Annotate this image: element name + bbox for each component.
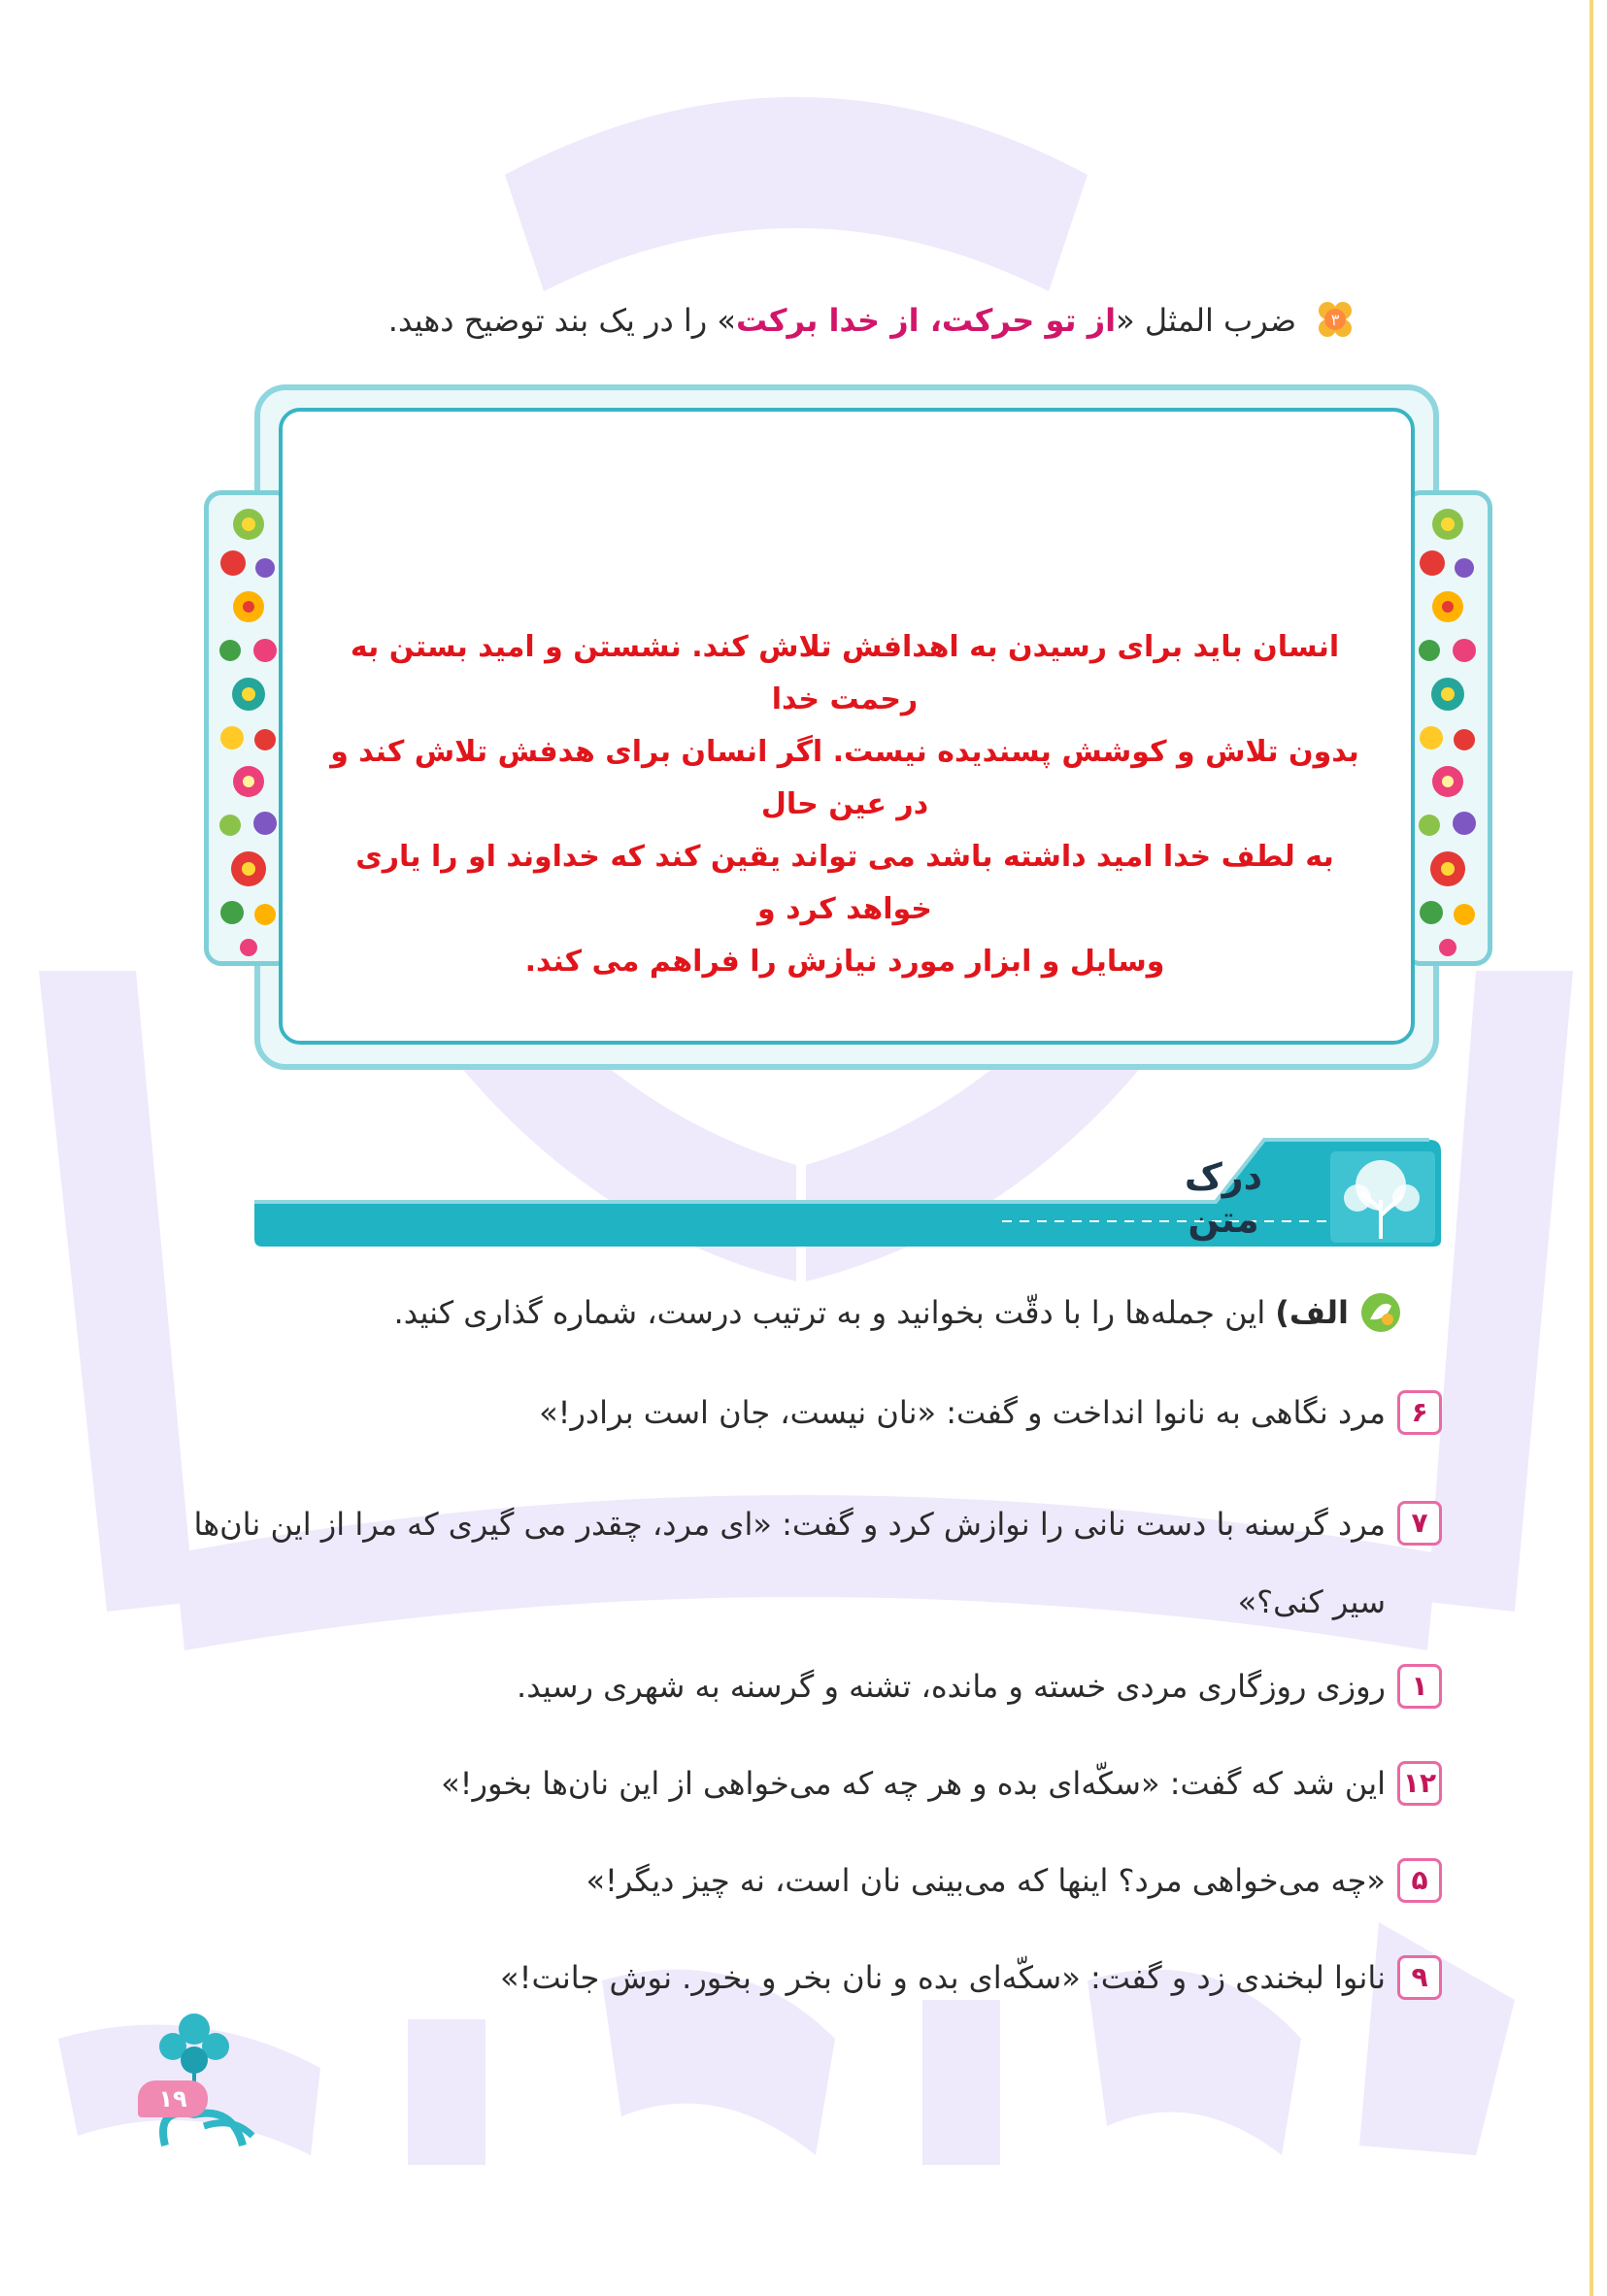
list-item — [180, 1662, 1442, 1711]
question-text — [388, 302, 1296, 339]
order-number-box[interactable]: ۹ — [1397, 1955, 1442, 2000]
flowers-decoration-icon — [1408, 495, 1488, 961]
flower-icon — [1306, 291, 1364, 349]
list-item — [180, 1953, 1442, 2002]
section-title: درک متن — [1184, 1155, 1263, 1241]
part-a-heading — [141, 1283, 1403, 1342]
answer-line: به لطف خدا امید داشته باشد می تواند یقین کند که خداوند او را یاری خواهد کرد و — [355, 840, 1334, 926]
answer-line: انسان باید برای رسیدن به اهدافش تلاش کند. نشستن و امید بستن به رحمت خدا — [350, 630, 1340, 716]
order-number-box[interactable]: ۱ — [1397, 1664, 1442, 1709]
order-number-box[interactable]: ۷ — [1397, 1501, 1442, 1546]
item-text: نانوا لبخندی زد و گفت: «سکّه‌ای بده و نان بخر و بخور. نوش جانت!» — [500, 1959, 1386, 1996]
item-text: مرد گرسنه با دست نانی را نوازش کرد و گفت: «ای مرد، چقدر می گیری که مرا از این نان‌ها سیر کنی؟» — [193, 1506, 1386, 1620]
item-text: این شد که گفت: «سکّه‌ای بده و هر چه که می‌خواهی از این نان‌ها بخور!» — [441, 1765, 1386, 1802]
flowers-decoration-icon — [209, 495, 288, 961]
answer-line: وسایل و ابزار مورد نیازش را فراهم می کند. — [524, 945, 1165, 979]
leaf-icon — [1358, 1290, 1403, 1335]
list-item — [180, 1856, 1442, 1905]
list-item — [180, 1759, 1442, 1808]
answer-line: بدون تلاش و کوشش پسندیده نیست. اگر انسان برای هدفش تلاش کند و در عین حال — [330, 735, 1359, 821]
answer-text — [311, 621, 1379, 988]
item-text: مرد نگاهی به نانوا انداخت و گفت: «نان نیست، جان است برادر!» — [539, 1394, 1386, 1431]
question-3 — [102, 291, 1364, 349]
tree-icon — [1330, 1151, 1435, 1243]
order-number-box[interactable]: ۱۲ — [1397, 1761, 1442, 1806]
order-number-box[interactable]: ۶ — [1397, 1390, 1442, 1435]
item-text: روزی روزگاری مردی خسته و مانده، تشنه و گرسنه به شهری رسید. — [517, 1668, 1386, 1705]
quote-close: » — [717, 302, 736, 339]
order-number-box[interactable]: ۵ — [1397, 1858, 1442, 1903]
side-decoration-right — [1403, 490, 1492, 966]
question-number: ۳ — [1330, 311, 1340, 329]
item-text: «چه می‌خواهی مرد؟ اینها که می‌بینی نان است، نه چیز دیگر!» — [586, 1862, 1386, 1899]
question-suffix: را در یک بند توضیح دهید. — [387, 302, 708, 339]
page-number: ۱۹ — [138, 2080, 208, 2117]
part-a-instruction: این جمله‌ها را با دقّت بخوانید و به ترتیب درست، شماره گذاری کنید. — [393, 1294, 1266, 1331]
part-a-label: الف) — [1275, 1294, 1349, 1331]
list-item — [180, 1485, 1442, 1641]
page-edge-line — [1590, 0, 1593, 2296]
list-item — [180, 1388, 1442, 1437]
quote-open: « — [1116, 302, 1135, 339]
proverb-highlight: از تو حرکت، از خدا برکت — [736, 302, 1117, 339]
question-prefix: ضرب المثل — [1144, 302, 1296, 339]
